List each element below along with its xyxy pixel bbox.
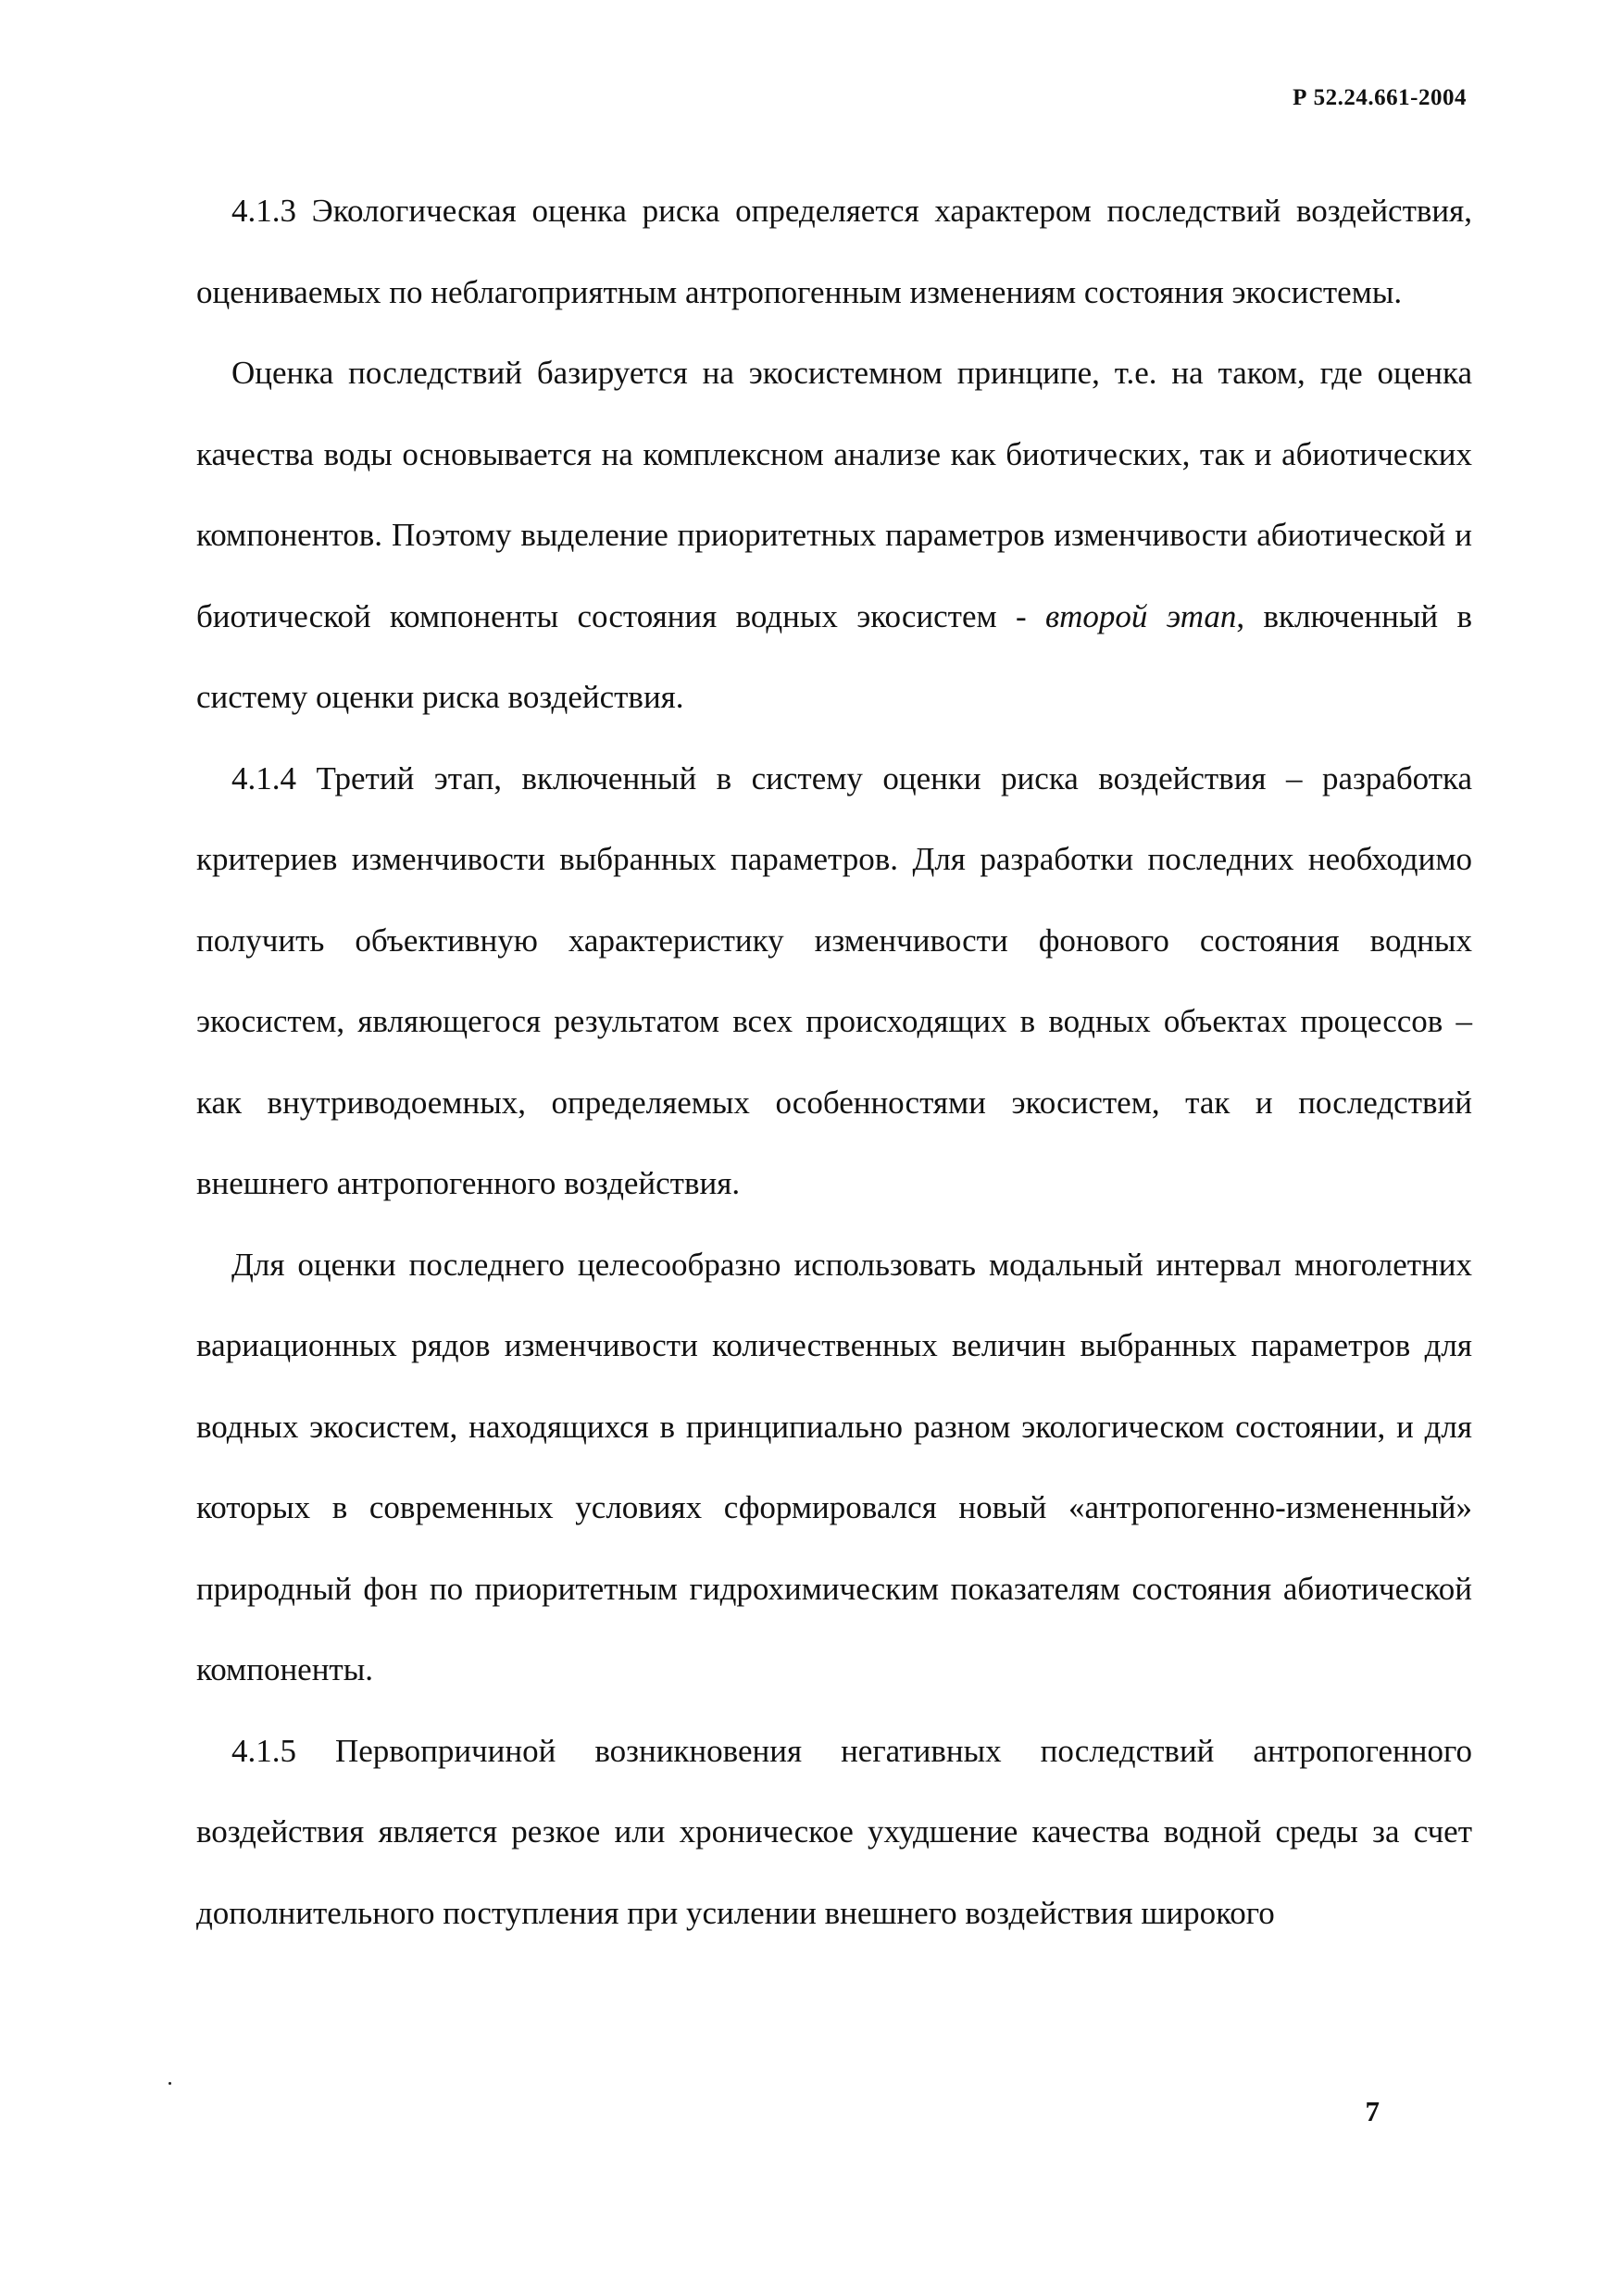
body-text <box>196 170 1472 1953</box>
paragraph-ecosystem-principle <box>196 332 1472 738</box>
paragraph-modal-interval: Для оценки последнего целесообразно использовать модальный интервал многолетних вариационных рядов изменчивости количественных величин выбранных параметров для водных экосистем, находящихся в принципиально разном экологическом состоянии, и для которых в современных условиях сформировался новый «антропогенно-измененный» природный фон по приоритетным гидрохимическим показателям состояния абиотической компоненты. <box>196 1246 1472 1687</box>
paragraph-4-1-3: 4.1.3 Экологическая оценка риска определяется характером последствий воздействия, оцениваемых по неблагоприятным антропогенным изменениям состояния экосистемы. <box>196 193 1472 310</box>
paragraph-text: Оценка последствий базируется на экосистемном принципе, т.е. на таком, где оценка качества воды основывается на комплексном анализе как биотических, так и абиотических компонентов. Поэтому выделение приоритетных параметров изменчивости абиотической и биотической компоненты состояния водных экосистем - <box>196 355 1472 634</box>
document-code: Р 52.24.661-2004 <box>1293 85 1467 110</box>
emphasized-text: второй этап <box>1044 597 1237 634</box>
scan-speck <box>169 2082 171 2085</box>
paragraph-4-1-4: 4.1.4 Третий этап, включенный в систему оценки риска воздействия – разработка критериев изменчивости выбранных параметров. Для разработки последних необходимо получить объективную характеристику изменчивости фонового состояния водных экосистем, являющегося результатом всех происходящих в водных объектах процессов – как внутриводоемных, определяемых особенностями экосистем, так и последствий внешнего антропогенного воздействия. <box>196 759 1472 1201</box>
paragraph-text-tail: , включенный в систему оценки риска воздействия. <box>196 597 1472 715</box>
paragraph-4-1-5: 4.1.5 Первопричиной возникновения негативных последствий антропогенного воздействия является резкое или хроническое ухудшение качества водной среды за счет дополнительного поступления при усилении внешнего воздействия широкого <box>196 1732 1472 1931</box>
page-number: 7 <box>1365 2095 1380 2127</box>
